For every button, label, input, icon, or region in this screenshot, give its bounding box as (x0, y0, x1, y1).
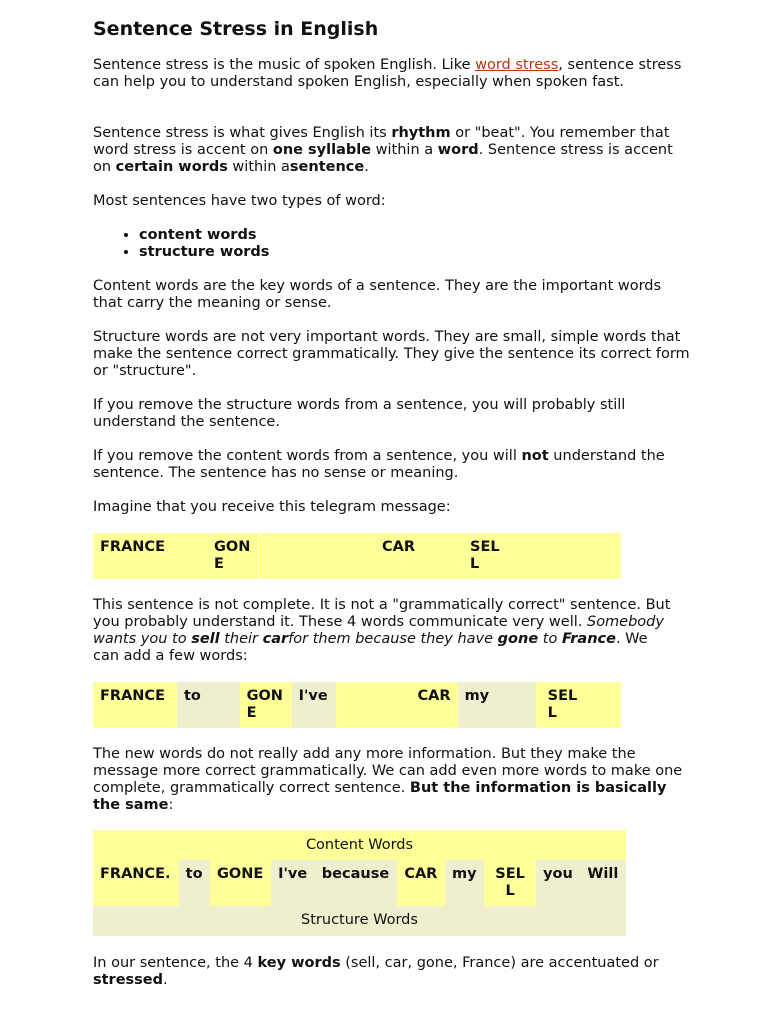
types-paragraph: Most sentences have two types of word: (93, 193, 386, 209)
table-cell: FRANCE. (93, 860, 179, 906)
bold-text: rhythm (391, 125, 451, 141)
list-item: • content words (139, 227, 269, 244)
table-cell (515, 533, 621, 579)
bold-text: car (262, 631, 289, 647)
table-cell: I've (292, 682, 336, 728)
table-cell: GON E (240, 682, 292, 728)
page-title: Sentence Stress in English (93, 18, 379, 40)
table-cell: SEL L (422, 533, 515, 579)
text: understand the sentence. The sentence has no sense or meaning. (93, 448, 665, 481)
table-cell: SEL L (484, 860, 536, 906)
full-sentence-table (93, 830, 626, 936)
text: In our sentence, the 4 (93, 955, 258, 971)
text: Sentence stress is what gives English its (93, 125, 392, 141)
text: within a (371, 142, 438, 158)
key-words-paragraph (93, 955, 693, 989)
table-cell: CAR (397, 860, 445, 906)
telegram-table (93, 533, 621, 579)
table-cell: GON E (207, 533, 259, 579)
table-cell: Will (580, 860, 626, 906)
text: , sentence stress can help you to understand spoken English, especially when spoken fast. (93, 57, 682, 90)
bold-text: one syllable (272, 142, 372, 158)
table-cell: my (458, 682, 536, 728)
text: : (168, 797, 174, 813)
text: The new words do not really add any more information. But they make the message more correct grammatically. We can add even more words to make one complete, grammatically correct sentence. (93, 746, 683, 796)
telegram-table-2 (93, 682, 621, 728)
italic-text: for them because they have (288, 631, 498, 647)
more-words-paragraph (93, 746, 693, 814)
list-item: • structure words (139, 244, 269, 261)
structure-words-label: Structure Words (93, 906, 626, 936)
remove-content-paragraph (93, 448, 693, 482)
italic-text: to (538, 631, 562, 647)
bold-text: stressed (93, 972, 164, 988)
table-cell: FRANCE (93, 533, 207, 579)
bold-text: But the information is basically the same (93, 780, 667, 813)
bold-text: certain words (115, 159, 228, 175)
bold-text: not (521, 448, 549, 464)
text: within a (227, 159, 290, 175)
table-cell: CAR (260, 533, 422, 579)
bold-text: France (561, 631, 616, 647)
table-cell: CAR (336, 682, 458, 728)
text: . (163, 972, 168, 988)
table-cell: FRANCE (93, 682, 177, 728)
complete-sentence-paragraph (93, 597, 673, 665)
text: . We can add a few words: (93, 631, 648, 664)
bold-text: key words (257, 955, 341, 971)
table-cell: GONE (210, 860, 271, 906)
table-cell: SEL L (536, 682, 593, 728)
content-words-paragraph: Content words are the key words of a sentence. They are the important words that carry the meaning or sense. (93, 278, 662, 311)
table-row (93, 860, 626, 906)
table-cell: to (177, 682, 240, 728)
table-cell: I've (271, 860, 315, 906)
rhythm-paragraph (93, 125, 693, 176)
table-cell (593, 682, 621, 728)
text: or "beat". You remember that word stress is accent on (93, 125, 670, 158)
italic-text: their (219, 631, 263, 647)
remove-structure-paragraph: If you remove the structure words from a sentence, you will probably still understand the sentence. (93, 397, 626, 430)
table-cell: my (445, 860, 484, 906)
bold-text: sentence (289, 159, 365, 175)
table-cell: you (536, 860, 580, 906)
text: This sentence is not complete. It is not a "grammatically correct" sentence. But you probably understand it. These 4 words communicate very well. (93, 597, 671, 630)
text: . (364, 159, 369, 175)
table-row (93, 830, 626, 860)
table-row (93, 906, 626, 936)
text: . Sentence stress is accent on (93, 142, 673, 175)
content-words-label: Content Words (93, 830, 626, 860)
word-stress-link[interactable]: word stress (475, 57, 559, 73)
table-cell: because (315, 860, 398, 906)
telegram-intro-paragraph: Imagine that you receive this telegram message: (93, 499, 451, 515)
word-types-list (93, 227, 269, 261)
table-row (93, 682, 621, 728)
text: (sell, car, gone, France) are accentuated or (340, 955, 659, 971)
table-cell: to (179, 860, 210, 906)
bold-text: gone (497, 631, 539, 647)
bold-text: word (437, 142, 479, 158)
italic-text: Somebody wants you to (93, 614, 664, 647)
intro-paragraph (93, 57, 693, 91)
bold-text: sell (191, 631, 220, 647)
text: Sentence stress is the music of spoken English. Like (93, 57, 476, 73)
table-row (93, 533, 621, 579)
structure-words-paragraph: Structure words are not very important words. They are small, simple words that make the sentence correct grammatically. They give the sentence its correct form or "structure". (93, 329, 690, 379)
text: If you remove the content words from a sentence, you will (93, 448, 522, 464)
